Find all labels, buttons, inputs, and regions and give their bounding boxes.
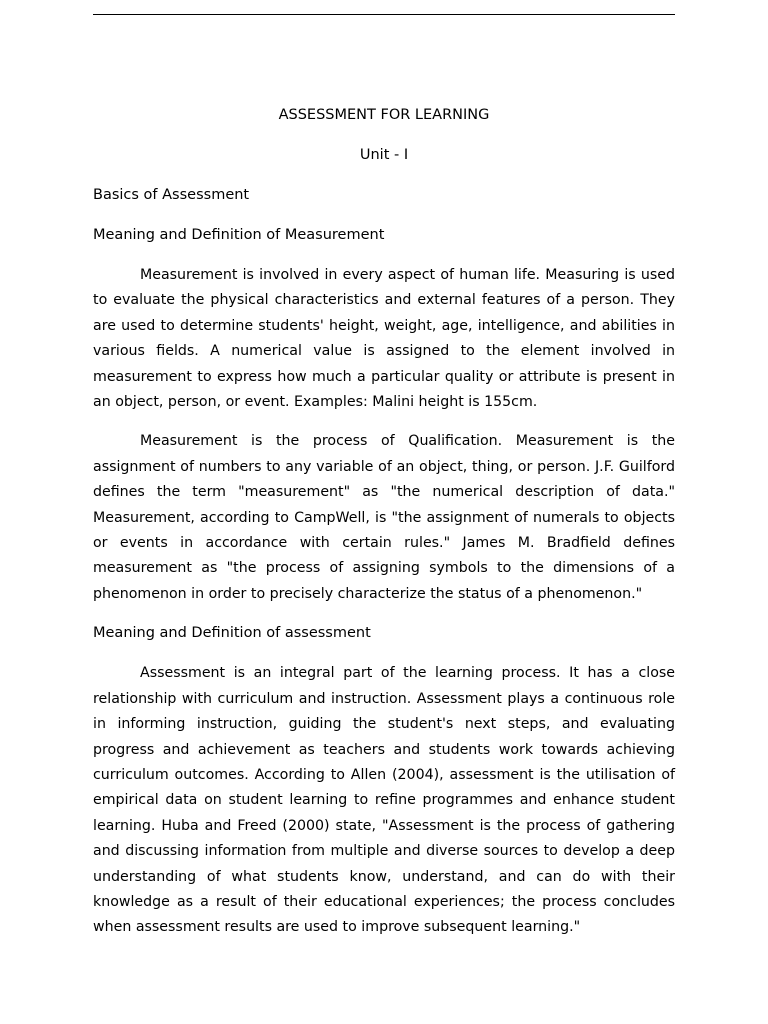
paragraph-assessment-definition: Assessment is an integral part of the learning process. It has a close relationship with curriculum and instruction. Assessment plays a continuous role in informing instruction, guiding the student's next steps, and evaluating progress and achievement as teachers and students work towards achieving curriculum outcomes. According to Allen (2004), assessment is the utilisation of empirical data on student learning to refine programmes and enhance student learning. Huba and Freed (2000) state, "Assessment is the process of gathering and discussing information from multiple and diverse sources to develop a deep understanding of what students know, understand, and can do with their knowledge as a result of their educational experiences; the process concludes when assessment results are used to improve subsequent learning." — [93, 665, 675, 936]
header-rule — [93, 14, 675, 15]
unit-label: Unit - I — [359, 147, 409, 163]
subsection-heading-assessment: Meaning and Definition of assessment — [93, 625, 371, 642]
paragraph-measurement-intro: Measurement is involved in every aspect of human life. Measuring is used to evaluate the physical characteristics and external features of a person. They are used to determine students' height, weight, age, intelligence, and abilities in various fields. A numerical value is assigned to the element involved in measurement to express how much a particular quality or attribute is present in an object, person, or event. Examples: Malini height is 155cm. — [93, 267, 675, 411]
document-body — [93, 103, 675, 955]
subsection-heading-measurement: Meaning and Definition of Measurement — [93, 227, 385, 243]
document-title: ASSESSMENT FOR LEARNING — [278, 107, 490, 123]
paragraph-measurement-definitions: Measurement is the process of Qualification. Measurement is the assignment of numbers to any variable of an object, thing, or person. J.F. Guilford defines the term "measurement" as "the numerical description of data." Measurement, according to CampWell, is "the assignment of numerals to objects or events in accordance with certain rules." James M. Bradfield defines measurement as "the process of assigning symbols to the dimensions of a phenomenon in order to precisely characterize the status of a phenomenon." — [93, 433, 675, 602]
section-heading: Basics of Assessment — [93, 187, 250, 203]
